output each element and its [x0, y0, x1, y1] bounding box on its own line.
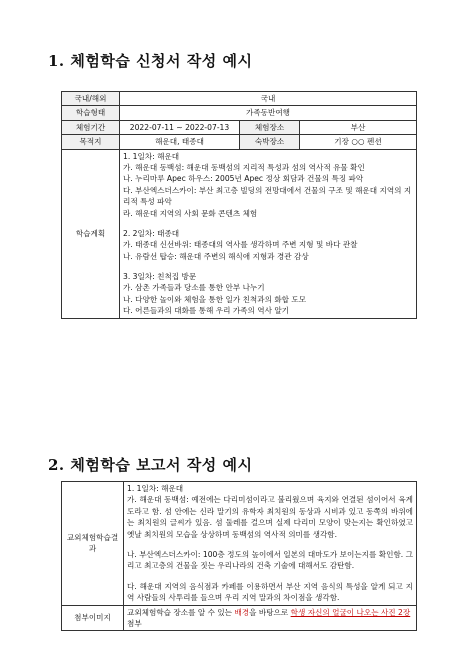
- plan-label: 학습계획: [62, 149, 120, 318]
- type-label: 학습형태: [62, 106, 120, 120]
- attach-text: 교외체험학습 장소를 알 수 있는: [127, 607, 235, 617]
- plan-line: 가. 삼촌 가족들과 당소를 통한 안부 나누기: [123, 283, 265, 293]
- plan-line: 가. 해운대 동백섬: 해운대 동백섬의 지리적 특성과 섬의 역사적 유물 확인: [123, 162, 365, 172]
- domestic-value: 국내: [120, 92, 417, 106]
- place-value: 부산: [300, 120, 417, 134]
- result-paragraph: 가. 해운대 동백섬: 예전에는 다리미섬이라고 불리웠으며 육지와 연결된 섬이어서 육계도라고 함. 섬 안에는 신라 말기의 유학자 최치원의 동상과 시비과 있고 동쪽의 바위에는 최치원의 글씨가 있음. 섬 둘레를 걸으며 실제 다리미 모양이 맞는지는 확인하였고 옛날 최치원의 모습을 상상하며 동백섬의 역사적 의미를 생각함.: [127, 495, 413, 539]
- section1-title: 1. 체험학습 신청서 작성 예시: [48, 52, 253, 70]
- table-row: [62, 120, 417, 134]
- result-paragraph: 다. 해운대 지역의 음식점과 카페를 이용하면서 부산 지역 음식의 특성을 알게 되고 지역 사람들의 사투리를 들으며 우리 지역 말과의 차이점을 생각함.: [127, 581, 413, 603]
- attach-highlight: 배경: [234, 607, 250, 617]
- result-label: 교외체험학습결과: [62, 482, 124, 606]
- table-row: [62, 92, 417, 106]
- plan-line: 가. 태종대 신선바위: 태종대의 역사를 생각하며 주변 지형 및 바다 관찰: [123, 240, 358, 250]
- place-label: 체험장소: [240, 120, 300, 134]
- plan-line: 나. 유람선 탑승: 해운대 주변의 해식애 지형과 경관 감상: [123, 251, 309, 261]
- type-value: 가족동반여행: [120, 106, 417, 120]
- attach-content: [124, 605, 417, 631]
- result-paragraph: 나. 부산엑스더스카이: 100층 정도의 높이에서 일본의 대마도가 보이는지를 확인함. 그리고 최고층의 건물을 짓는 우리나라의 건축 기술에 대해서도 감탄함.: [127, 549, 413, 571]
- lodging-label: 숙박장소: [240, 135, 300, 149]
- plan-line: 나. 다양한 놀이와 체험을 통한 일가 친척과의 화합 도모: [123, 294, 307, 304]
- table-row: [62, 482, 417, 606]
- plan-line: 2. 2일차: 태종대: [123, 228, 180, 238]
- plan-line: 3. 3일차: 친척집 방문: [123, 272, 197, 282]
- plan-line: 다. 부산엑스더스카이: 부산 최고층 빌딩의 전망대에서 건물의 구조 및 해운대 지역의 지리적 특성 파악: [123, 185, 412, 207]
- domestic-label: 국내/해외: [62, 92, 120, 106]
- purpose-label: 목적지: [62, 135, 120, 149]
- period-label: 체험기간: [62, 120, 120, 134]
- section2-title: 2. 체험학습 보고서 작성 예시: [48, 456, 253, 474]
- purpose-value: 해운대, 태종대: [120, 135, 240, 149]
- period-value: 2022-07-11 ~ 2022-07-13: [120, 120, 240, 134]
- plan-line: 라. 해운대 지역의 사회 문화 콘텐츠 체험: [123, 208, 258, 218]
- plan-content: [120, 149, 417, 318]
- table-row: [62, 106, 417, 120]
- table-row: [62, 135, 417, 149]
- plan-line: 다. 어른들과의 대화를 통해 우리 가족의 역사 알기: [123, 306, 290, 316]
- plan-line: 1. 1일차: 해운대: [123, 151, 180, 161]
- lodging-value: 기장 ○○ 펜션: [300, 135, 417, 149]
- attach-text: 첨부: [127, 618, 142, 628]
- result-day: 1. 1일차: 해운대: [127, 484, 184, 493]
- result-content: [124, 482, 417, 606]
- application-table: [61, 91, 417, 319]
- attach-text: 을 바탕으로: [249, 607, 291, 617]
- report-table: [61, 481, 417, 631]
- table-row: [62, 605, 417, 631]
- plan-line: 나. 누리마루 Apec 하우스: 2005년 Apec 정상 회담과 건물의 특징 파악: [123, 174, 364, 184]
- attach-highlight: 학생 자신의 얼굴이 나오는 사진 2장: [290, 607, 411, 617]
- attach-label: 첨부이미지: [62, 605, 124, 631]
- table-row: [62, 149, 417, 318]
